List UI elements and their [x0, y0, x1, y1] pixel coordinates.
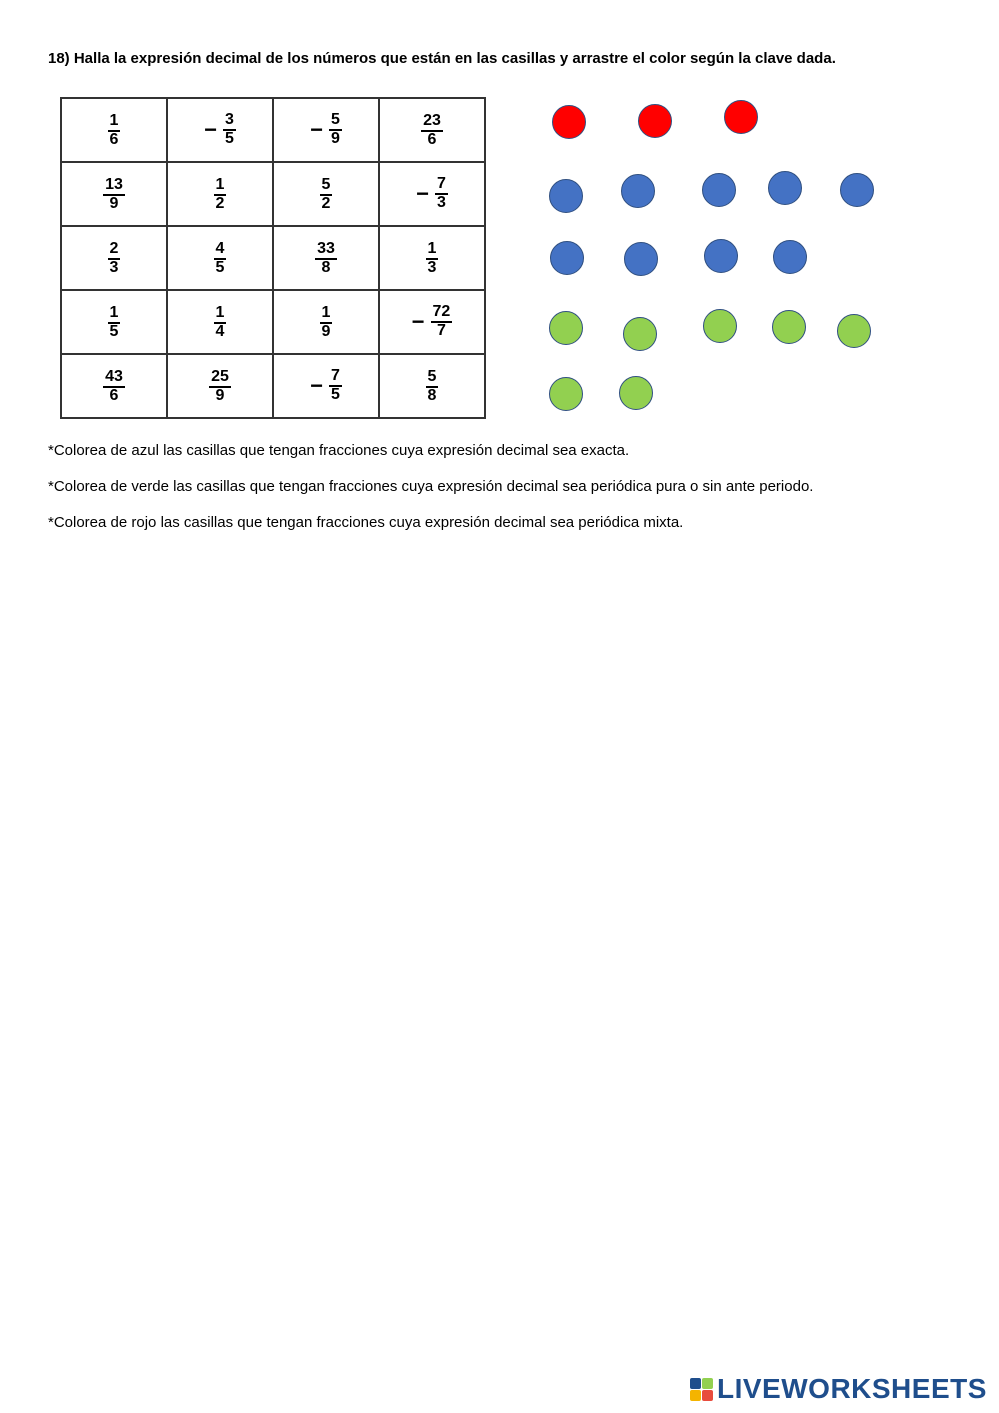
minus-sign: −: [411, 309, 425, 334]
numerator: 7: [329, 368, 342, 387]
fraction-grid: [60, 97, 486, 419]
blue-dot[interactable]: [840, 173, 874, 207]
fraction: [108, 113, 121, 149]
green-dot[interactable]: [549, 377, 583, 411]
grid-cell[interactable]: [167, 226, 273, 290]
grid-row: [61, 226, 485, 290]
blue-dot[interactable]: [550, 241, 584, 275]
fraction: [214, 305, 227, 341]
grid-cell[interactable]: [61, 290, 167, 354]
denominator: 8: [427, 386, 437, 404]
denominator: 3: [436, 194, 446, 211]
grid-cell[interactable]: [61, 226, 167, 290]
numerator: 5: [320, 177, 333, 196]
numerator: 3: [223, 112, 236, 131]
numerator: 1: [108, 113, 121, 132]
numerator: 1: [426, 241, 439, 260]
grid-row: [61, 290, 485, 354]
grid-cell[interactable]: [61, 162, 167, 226]
fraction: [315, 241, 337, 277]
minus-sign: −: [310, 117, 323, 142]
blue-dot[interactable]: [702, 173, 736, 207]
numerator: 5: [329, 112, 342, 131]
numerator: 33: [315, 241, 337, 260]
denominator: 6: [427, 130, 437, 148]
grid-cell[interactable]: [273, 162, 379, 226]
numerator: 43: [103, 369, 125, 388]
red-dot[interactable]: [552, 105, 586, 139]
denominator: 9: [109, 194, 119, 212]
green-dot[interactable]: [619, 376, 653, 410]
denominator: 5: [330, 386, 340, 403]
denominator: 2: [215, 194, 225, 212]
fraction: [310, 112, 342, 148]
grid-cell[interactable]: [379, 226, 485, 290]
numerator: 1: [108, 305, 121, 324]
numerator: 7: [435, 176, 448, 195]
denominator: 9: [330, 130, 340, 147]
logo-text: LIVEWORKSHEETS: [717, 1373, 987, 1404]
grid-cell[interactable]: [379, 162, 485, 226]
grid-cell[interactable]: [379, 354, 485, 418]
minus-sign: −: [416, 181, 429, 206]
blue-dot[interactable]: [704, 239, 738, 273]
liveworksheets-logo-icon: [690, 1378, 713, 1401]
grid-cell[interactable]: [379, 290, 485, 354]
denominator: 9: [215, 386, 225, 404]
denominator: 3: [109, 258, 119, 276]
numerator: 72: [431, 304, 453, 323]
green-dot[interactable]: [703, 309, 737, 343]
grid-cell[interactable]: [167, 162, 273, 226]
grid-row: [61, 98, 485, 162]
grid-cell[interactable]: [61, 98, 167, 162]
grid-row: [61, 162, 485, 226]
fraction: [421, 113, 443, 149]
numerator: 1: [320, 305, 333, 324]
fraction: [412, 304, 453, 340]
fraction: [103, 369, 125, 405]
blue-dot[interactable]: [624, 242, 658, 276]
fraction: [426, 369, 439, 405]
fraction: [320, 177, 333, 213]
green-dot[interactable]: [837, 314, 871, 348]
fraction: [214, 241, 227, 277]
fraction: [320, 305, 333, 341]
liveworksheets-logo: [690, 1373, 987, 1405]
red-dot[interactable]: [638, 104, 672, 138]
grid-cell[interactable]: [167, 354, 273, 418]
instruction-green: *Colorea de verde las casillas que tengan fracciones cuya expresión decimal sea periódica pura o sin ante periodo.: [48, 478, 814, 495]
numerator: 4: [214, 241, 227, 260]
grid-cell[interactable]: [273, 98, 379, 162]
fraction: [426, 241, 439, 277]
numerator: 1: [214, 305, 227, 324]
exercise-title: 18) Halla la expresión decimal de los números que están en las casillas y arrastre el color según la clave dada.: [48, 50, 836, 67]
numerator: 2: [108, 241, 121, 260]
denominator: 6: [109, 130, 119, 148]
blue-dot[interactable]: [773, 240, 807, 274]
grid-cell[interactable]: [273, 226, 379, 290]
denominator: 5: [224, 130, 234, 147]
denominator: 7: [436, 322, 446, 339]
green-dot[interactable]: [623, 317, 657, 351]
grid-cell[interactable]: [379, 98, 485, 162]
denominator: 6: [109, 386, 119, 404]
minus-sign: −: [204, 117, 217, 142]
fraction: [204, 112, 236, 148]
grid-cell[interactable]: [273, 290, 379, 354]
numerator: 13: [103, 177, 125, 196]
numerator: 23: [421, 113, 443, 132]
denominator: 9: [321, 322, 331, 340]
fraction: [416, 176, 448, 212]
grid-cell[interactable]: [61, 354, 167, 418]
grid-cell[interactable]: [273, 354, 379, 418]
denominator: 5: [215, 258, 225, 276]
grid-cell[interactable]: [167, 290, 273, 354]
numerator: 5: [426, 369, 439, 388]
blue-dot[interactable]: [768, 171, 802, 205]
numerator: 25: [209, 369, 231, 388]
fraction: [214, 177, 227, 213]
denominator: 5: [109, 322, 119, 340]
numerator: 1: [214, 177, 227, 196]
fraction: [310, 368, 342, 404]
green-dot[interactable]: [772, 310, 806, 344]
fraction: [108, 305, 121, 341]
blue-dot[interactable]: [549, 179, 583, 213]
red-dot[interactable]: [724, 100, 758, 134]
instruction-red: *Colorea de rojo las casillas que tengan fracciones cuya expresión decimal sea periódica mixta.: [48, 514, 684, 531]
grid-cell[interactable]: [167, 98, 273, 162]
instruction-blue: *Colorea de azul las casillas que tengan fracciones cuya expresión decimal sea exacta.: [48, 442, 630, 459]
blue-dot[interactable]: [621, 174, 655, 208]
fraction: [103, 177, 125, 213]
grid-row: [61, 354, 485, 418]
fraction: [108, 241, 121, 277]
denominator: 4: [215, 322, 225, 340]
denominator: 3: [427, 258, 437, 276]
denominator: 8: [321, 258, 331, 276]
minus-sign: −: [310, 373, 323, 398]
denominator: 2: [321, 194, 331, 212]
green-dot[interactable]: [549, 311, 583, 345]
fraction: [209, 369, 231, 405]
